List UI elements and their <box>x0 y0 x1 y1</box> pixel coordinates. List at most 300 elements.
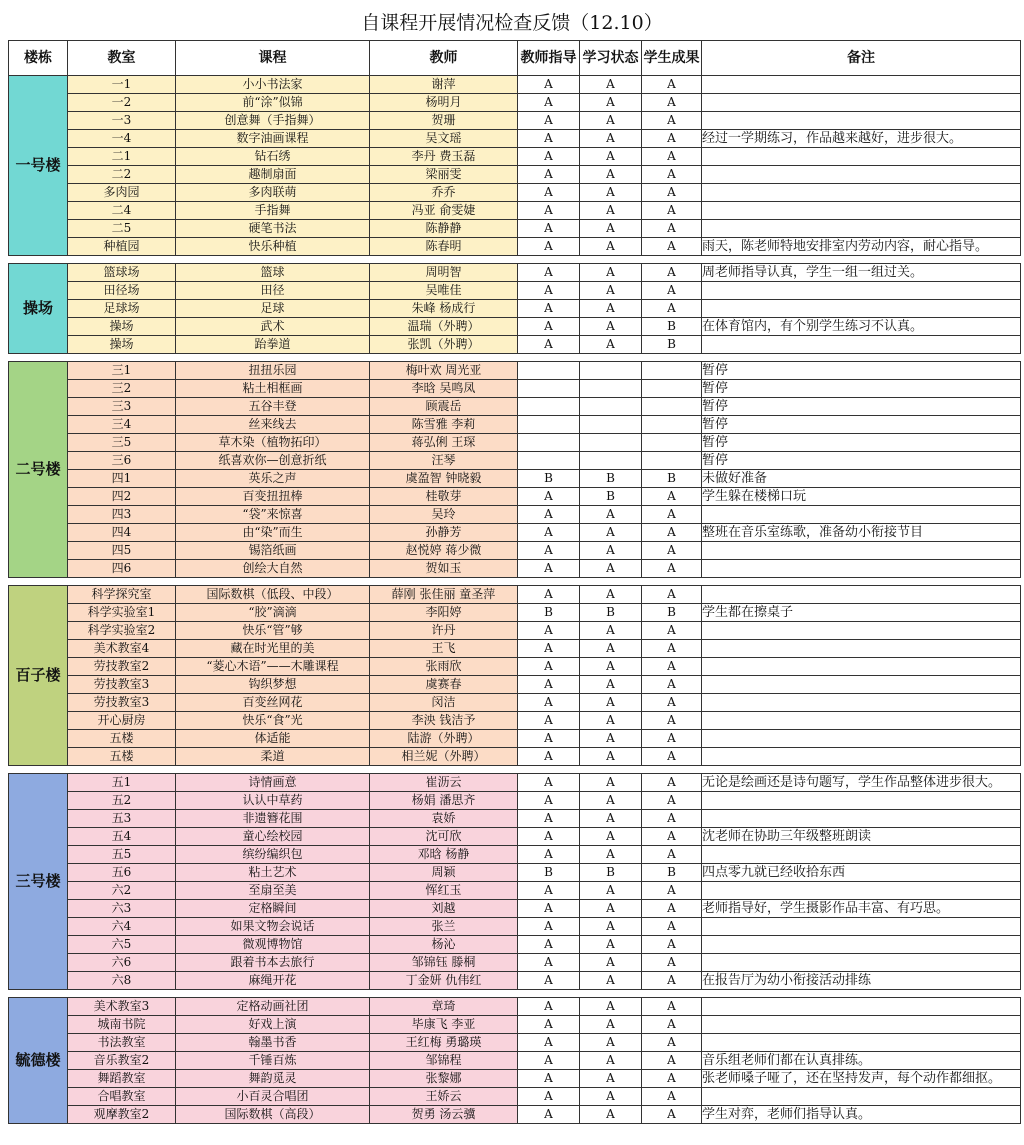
header-row <box>9 41 1021 76</box>
building-cell: 毓德楼 <box>9 998 68 1124</box>
study-state-grade <box>580 362 642 380</box>
outcome-grade: A <box>642 94 702 112</box>
guidance-grade: A <box>518 882 580 900</box>
guidance-grade: A <box>518 792 580 810</box>
teacher-cell: 李阳婷 <box>370 604 518 622</box>
room-cell: 二5 <box>68 220 176 238</box>
guidance-grade <box>518 452 580 470</box>
teacher-cell: 杨明月 <box>370 94 518 112</box>
table-row <box>9 220 1021 238</box>
teacher-cell: 章琦 <box>370 998 518 1016</box>
course-cell: 非遗簪花围 <box>176 810 370 828</box>
course-cell: 粘土艺术 <box>176 864 370 882</box>
remark-cell <box>702 882 1021 900</box>
outcome-grade: A <box>642 542 702 560</box>
study-state-grade: A <box>580 336 642 354</box>
room-cell: 操场 <box>68 336 176 354</box>
remark-cell <box>702 1016 1021 1034</box>
study-state-grade: B <box>580 864 642 882</box>
outcome-grade: A <box>642 112 702 130</box>
outcome-grade: A <box>642 166 702 184</box>
remark-cell <box>702 918 1021 936</box>
outcome-grade: A <box>642 1070 702 1088</box>
teacher-cell: 周明智 <box>370 264 518 282</box>
teacher-cell: 乔乔 <box>370 184 518 202</box>
outcome-grade: A <box>642 998 702 1016</box>
remark-cell <box>702 792 1021 810</box>
remark-cell: 学生躲在楼梯口玩 <box>702 488 1021 506</box>
teacher-cell: 张雨欣 <box>370 658 518 676</box>
table-row <box>9 712 1021 730</box>
outcome-grade: A <box>642 488 702 506</box>
room-cell: 美术教室3 <box>68 998 176 1016</box>
remark-cell: 周老师指导认真，学生一组一组过关。 <box>702 264 1021 282</box>
study-state-grade: B <box>580 604 642 622</box>
remark-cell <box>702 658 1021 676</box>
remark-cell: 未做好准备 <box>702 470 1021 488</box>
teacher-cell: 蒋弘俐 王琛 <box>370 434 518 452</box>
group-separator <box>9 354 1021 362</box>
study-state-grade <box>580 416 642 434</box>
table-row <box>9 560 1021 578</box>
teacher-cell: 王娇云 <box>370 1088 518 1106</box>
course-cell: 百变扭扭棒 <box>176 488 370 506</box>
table-row <box>9 1052 1021 1070</box>
course-cell: 国际数棋（高段） <box>176 1106 370 1124</box>
outcome-grade: A <box>642 640 702 658</box>
guidance-grade: A <box>518 76 580 94</box>
study-state-grade: A <box>580 694 642 712</box>
teacher-cell: 顾震岳 <box>370 398 518 416</box>
study-state-grade: A <box>580 1106 642 1124</box>
remark-cell <box>702 810 1021 828</box>
teacher-cell: 邹锦程 <box>370 1052 518 1070</box>
room-cell: 田径场 <box>68 282 176 300</box>
outcome-grade: A <box>642 202 702 220</box>
table-row <box>9 112 1021 130</box>
guidance-grade: A <box>518 900 580 918</box>
remark-cell <box>702 846 1021 864</box>
teacher-cell: 孙静芳 <box>370 524 518 542</box>
teacher-cell: 王飞 <box>370 640 518 658</box>
course-cell: 童心绘校园 <box>176 828 370 846</box>
table-row <box>9 658 1021 676</box>
outcome-grade: A <box>642 900 702 918</box>
course-cell: 诗情画意 <box>176 774 370 792</box>
table-row <box>9 452 1021 470</box>
remark-cell <box>702 954 1021 972</box>
teacher-cell: 王红梅 勇璐瑛 <box>370 1034 518 1052</box>
room-cell: 四2 <box>68 488 176 506</box>
remark-cell <box>702 542 1021 560</box>
header-outcome: 学生成果 <box>642 41 702 76</box>
guidance-grade: A <box>518 918 580 936</box>
outcome-grade <box>642 398 702 416</box>
remark-cell <box>702 94 1021 112</box>
remark-cell: 在体育馆内，有个别学生练习不认真。 <box>702 318 1021 336</box>
course-cell: 锡箔纸画 <box>176 542 370 560</box>
outcome-grade: A <box>642 828 702 846</box>
outcome-grade: A <box>642 586 702 604</box>
remark-cell <box>702 506 1021 524</box>
outcome-grade: A <box>642 936 702 954</box>
guidance-grade: A <box>518 730 580 748</box>
outcome-grade: A <box>642 560 702 578</box>
room-cell: 五3 <box>68 810 176 828</box>
table-row <box>9 1034 1021 1052</box>
table-row <box>9 300 1021 318</box>
table-row <box>9 810 1021 828</box>
course-cell: 创绘大自然 <box>176 560 370 578</box>
room-cell: 五6 <box>68 864 176 882</box>
remark-cell <box>702 336 1021 354</box>
teacher-cell: 贺勇 汤云骥 <box>370 1106 518 1124</box>
room-cell: 六4 <box>68 918 176 936</box>
room-cell: 篮球场 <box>68 264 176 282</box>
guidance-grade: A <box>518 542 580 560</box>
study-state-grade: A <box>580 318 642 336</box>
course-cell: 小百灵合唱团 <box>176 1088 370 1106</box>
guidance-grade: A <box>518 148 580 166</box>
header-guidance: 教师指导 <box>518 41 580 76</box>
header-study-state: 学习状态 <box>580 41 642 76</box>
outcome-grade: A <box>642 882 702 900</box>
guidance-grade <box>518 434 580 452</box>
room-cell: 六6 <box>68 954 176 972</box>
teacher-cell: 冯亚 俞雯婕 <box>370 202 518 220</box>
remark-cell: 暂停 <box>702 452 1021 470</box>
table-row <box>9 774 1021 792</box>
study-state-grade: A <box>580 586 642 604</box>
course-cell: 创意舞（手指舞） <box>176 112 370 130</box>
outcome-grade: A <box>642 792 702 810</box>
guidance-grade: A <box>518 712 580 730</box>
table-row <box>9 506 1021 524</box>
remark-cell: 学生都在擦桌子 <box>702 604 1021 622</box>
room-cell: 开心厨房 <box>68 712 176 730</box>
room-cell: 五1 <box>68 774 176 792</box>
table-row <box>9 362 1021 380</box>
room-cell: 五楼 <box>68 748 176 766</box>
table-row <box>9 380 1021 398</box>
remark-cell: 暂停 <box>702 380 1021 398</box>
building-cell: 二号楼 <box>9 362 68 578</box>
course-cell: 钩织梦想 <box>176 676 370 694</box>
table-row <box>9 1106 1021 1124</box>
room-cell: 三6 <box>68 452 176 470</box>
course-cell: 硬笔书法 <box>176 220 370 238</box>
study-state-grade: A <box>580 1088 642 1106</box>
study-state-grade: A <box>580 166 642 184</box>
guidance-grade: A <box>518 184 580 202</box>
outcome-grade: A <box>642 622 702 640</box>
remark-cell: 沈老师在协助三年级整班朗读 <box>702 828 1021 846</box>
room-cell: 四3 <box>68 506 176 524</box>
teacher-cell: 温瑞（外聘） <box>370 318 518 336</box>
table-row <box>9 586 1021 604</box>
study-state-grade: A <box>580 640 642 658</box>
teacher-cell: 许丹 <box>370 622 518 640</box>
outcome-grade: A <box>642 184 702 202</box>
course-cell: 缤纷编织包 <box>176 846 370 864</box>
course-cell: 快乐“食”光 <box>176 712 370 730</box>
outcome-grade: A <box>642 220 702 238</box>
building-cell: 三号楼 <box>9 774 68 990</box>
outcome-grade <box>642 380 702 398</box>
sheet-title: 自课程开展情况检查反馈（12.10） <box>361 12 663 34</box>
guidance-grade: A <box>518 1070 580 1088</box>
outcome-grade: A <box>642 130 702 148</box>
remark-cell <box>702 76 1021 94</box>
remark-cell <box>702 148 1021 166</box>
study-state-grade: A <box>580 264 642 282</box>
remark-cell <box>702 694 1021 712</box>
table-row <box>9 470 1021 488</box>
table-row <box>9 542 1021 560</box>
outcome-grade: A <box>642 282 702 300</box>
room-cell: 二4 <box>68 202 176 220</box>
header-teacher: 教师 <box>370 41 518 76</box>
teacher-cell: 汪琴 <box>370 452 518 470</box>
study-state-grade: A <box>580 112 642 130</box>
remark-cell <box>702 998 1021 1016</box>
room-cell: 多肉园 <box>68 184 176 202</box>
teacher-cell: 张兰 <box>370 918 518 936</box>
table-row <box>9 416 1021 434</box>
outcome-grade: A <box>642 1106 702 1124</box>
teacher-cell: 贺如玉 <box>370 560 518 578</box>
course-cell: 小小书法家 <box>176 76 370 94</box>
guidance-grade: A <box>518 94 580 112</box>
room-cell: 四1 <box>68 470 176 488</box>
teacher-cell: 张凯（外聘） <box>370 336 518 354</box>
guidance-grade: A <box>518 202 580 220</box>
study-state-grade <box>580 380 642 398</box>
table-row <box>9 604 1021 622</box>
room-cell: 二2 <box>68 166 176 184</box>
room-cell: 六5 <box>68 936 176 954</box>
guidance-grade: A <box>518 658 580 676</box>
table-row <box>9 954 1021 972</box>
room-cell: 观摩教室2 <box>68 1106 176 1124</box>
guidance-grade: A <box>518 586 580 604</box>
course-cell: 定格动画社团 <box>176 998 370 1016</box>
outcome-grade: A <box>642 748 702 766</box>
outcome-grade: A <box>642 1088 702 1106</box>
outcome-grade: A <box>642 730 702 748</box>
guidance-grade: A <box>518 972 580 990</box>
remark-cell <box>702 730 1021 748</box>
guidance-grade: A <box>518 998 580 1016</box>
table-row <box>9 488 1021 506</box>
room-cell: 四6 <box>68 560 176 578</box>
teacher-cell: 李丹 费玉磊 <box>370 148 518 166</box>
remark-cell <box>702 184 1021 202</box>
course-cell: 武术 <box>176 318 370 336</box>
room-cell: 种植园 <box>68 238 176 256</box>
outcome-grade: B <box>642 336 702 354</box>
course-cell: 国际数棋（低段、中段） <box>176 586 370 604</box>
table-row <box>9 622 1021 640</box>
teacher-cell: 陆游（外聘） <box>370 730 518 748</box>
teacher-cell: 吴文瑶 <box>370 130 518 148</box>
table-row <box>9 76 1021 94</box>
outcome-grade: A <box>642 524 702 542</box>
course-cell: 钻石绣 <box>176 148 370 166</box>
remark-cell: 整班在音乐室练歌，准备幼小衔接节目 <box>702 524 1021 542</box>
remark-cell <box>702 202 1021 220</box>
course-cell: 手指舞 <box>176 202 370 220</box>
building-cell: 操场 <box>9 264 68 354</box>
remark-cell <box>702 936 1021 954</box>
study-state-grade: A <box>580 1016 642 1034</box>
outcome-grade: A <box>642 300 702 318</box>
course-cell: 丝来线去 <box>176 416 370 434</box>
room-cell: 六2 <box>68 882 176 900</box>
guidance-grade: A <box>518 676 580 694</box>
table-row <box>9 318 1021 336</box>
outcome-grade: A <box>642 954 702 972</box>
study-state-grade: A <box>580 900 642 918</box>
course-cell: 前“涂”似锦 <box>176 94 370 112</box>
course-cell: 百变丝网花 <box>176 694 370 712</box>
course-cell: 微观博物馆 <box>176 936 370 954</box>
room-cell: 劳技教室2 <box>68 658 176 676</box>
outcome-grade: A <box>642 658 702 676</box>
remark-cell <box>702 748 1021 766</box>
teacher-cell: 吴玲 <box>370 506 518 524</box>
guidance-grade: A <box>518 560 580 578</box>
teacher-cell: 周颖 <box>370 864 518 882</box>
outcome-grade: A <box>642 972 702 990</box>
study-state-grade: A <box>580 220 642 238</box>
room-cell: 四4 <box>68 524 176 542</box>
study-state-grade: A <box>580 918 642 936</box>
outcome-grade: A <box>642 774 702 792</box>
table-row <box>9 864 1021 882</box>
guidance-grade: A <box>518 264 580 282</box>
study-state-grade: A <box>580 748 642 766</box>
study-state-grade: A <box>580 76 642 94</box>
room-cell: 三1 <box>68 362 176 380</box>
room-cell: 城南书院 <box>68 1016 176 1034</box>
teacher-cell: 崔沥云 <box>370 774 518 792</box>
course-cell: 草木染（植物拓印） <box>176 434 370 452</box>
teacher-cell: 朱峰 杨成行 <box>370 300 518 318</box>
table-row <box>9 524 1021 542</box>
remark-cell: 暂停 <box>702 434 1021 452</box>
remark-cell: 在报告厅为幼小衔接活动排练 <box>702 972 1021 990</box>
teacher-cell: 吴唯佳 <box>370 282 518 300</box>
remark-cell: 暂停 <box>702 398 1021 416</box>
outcome-grade: B <box>642 318 702 336</box>
guidance-grade: A <box>518 1106 580 1124</box>
room-cell: 三4 <box>68 416 176 434</box>
outcome-grade: A <box>642 264 702 282</box>
room-cell: 一1 <box>68 76 176 94</box>
study-state-grade: A <box>580 130 642 148</box>
study-state-grade: A <box>580 882 642 900</box>
guidance-grade: A <box>518 1016 580 1034</box>
study-state-grade: A <box>580 300 642 318</box>
outcome-grade <box>642 434 702 452</box>
guidance-grade: B <box>518 864 580 882</box>
teacher-cell: 梅叶欢 周光亚 <box>370 362 518 380</box>
teacher-cell: 陈春明 <box>370 238 518 256</box>
guidance-grade: A <box>518 846 580 864</box>
study-state-grade: A <box>580 954 642 972</box>
teacher-cell: 贺珊 <box>370 112 518 130</box>
study-state-grade <box>580 398 642 416</box>
teacher-cell: 李晗 吴鸣凤 <box>370 380 518 398</box>
group-separator <box>9 766 1021 774</box>
study-state-grade: A <box>580 1070 642 1088</box>
table-row <box>9 918 1021 936</box>
table-row <box>9 202 1021 220</box>
course-cell: 柔道 <box>176 748 370 766</box>
guidance-grade: A <box>518 748 580 766</box>
teacher-cell: 杨娟 潘思齐 <box>370 792 518 810</box>
course-cell: 篮球 <box>176 264 370 282</box>
study-state-grade: B <box>580 470 642 488</box>
course-cell: 数字油画课程 <box>176 130 370 148</box>
study-state-grade <box>580 452 642 470</box>
building-cell: 百子楼 <box>9 586 68 766</box>
teacher-cell: 李泱 钱洁予 <box>370 712 518 730</box>
remark-cell: 音乐组老师们都在认真排练。 <box>702 1052 1021 1070</box>
teacher-cell: 沈可欣 <box>370 828 518 846</box>
outcome-grade <box>642 362 702 380</box>
course-cell: 至扇至美 <box>176 882 370 900</box>
teacher-cell: 虞盈智 钟晓毅 <box>370 470 518 488</box>
guidance-grade: A <box>518 300 580 318</box>
course-cell: “胶”滴滴 <box>176 604 370 622</box>
teacher-cell: 邹锦钰 滕桐 <box>370 954 518 972</box>
remark-cell <box>702 640 1021 658</box>
remark-cell <box>702 300 1021 318</box>
table-body <box>9 76 1021 1124</box>
study-state-grade: A <box>580 658 642 676</box>
study-state-grade: A <box>580 712 642 730</box>
outcome-grade: A <box>642 694 702 712</box>
room-cell: 六8 <box>68 972 176 990</box>
remark-cell <box>702 220 1021 238</box>
outcome-grade: A <box>642 506 702 524</box>
study-state-grade: A <box>580 238 642 256</box>
teacher-cell: 袁娇 <box>370 810 518 828</box>
table-row <box>9 1070 1021 1088</box>
teacher-cell: 刘越 <box>370 900 518 918</box>
teacher-cell: 梁丽雯 <box>370 166 518 184</box>
teacher-cell: 桂敬芽 <box>370 488 518 506</box>
table-row <box>9 846 1021 864</box>
header-room: 教室 <box>68 41 176 76</box>
course-cell: 足球 <box>176 300 370 318</box>
teacher-cell: 谢萍 <box>370 76 518 94</box>
guidance-grade <box>518 398 580 416</box>
room-cell: 科学实验室2 <box>68 622 176 640</box>
course-cell: 快乐种植 <box>176 238 370 256</box>
room-cell: 五楼 <box>68 730 176 748</box>
feedback-table <box>8 40 1021 1124</box>
guidance-grade <box>518 416 580 434</box>
remark-cell <box>702 676 1021 694</box>
study-state-grade: A <box>580 94 642 112</box>
teacher-cell: 赵悦婷 蒋少微 <box>370 542 518 560</box>
course-cell: “菱心木语”——木雕课程 <box>176 658 370 676</box>
table-row <box>9 184 1021 202</box>
study-state-grade: A <box>580 676 642 694</box>
